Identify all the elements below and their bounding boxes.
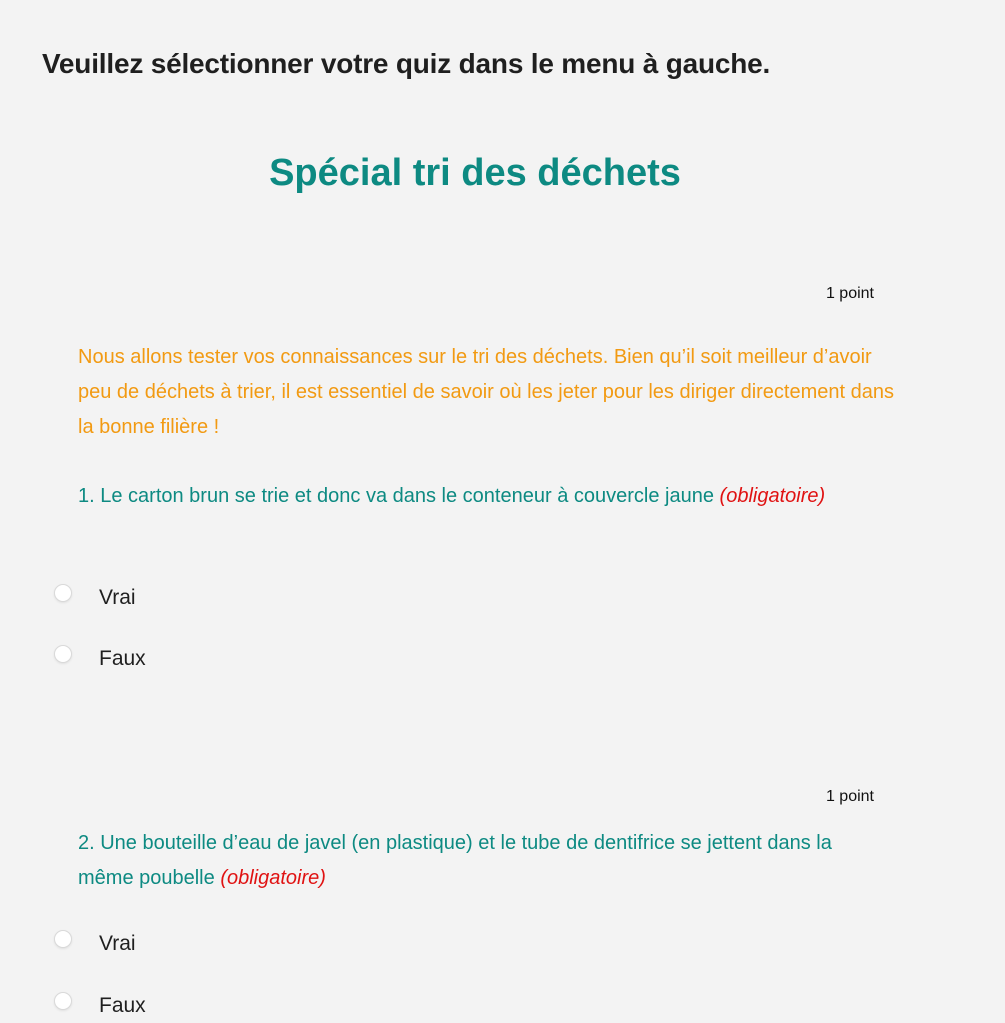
question-2-text (78, 826, 878, 896)
quiz-title: Spécial tri des déchets (269, 152, 681, 194)
question-2-option-faux[interactable] (54, 992, 146, 1020)
radio-button[interactable] (54, 584, 72, 602)
quiz-intro: Nous allons tester vos connaissances sur le tri des déchets. Bien qu’il soit meilleur d’avoir peu de déchets à trier, il est essentiel de savoir où les jeter pour les diriger directement dans la bonne filière ! (78, 346, 894, 438)
radio-button[interactable] (54, 930, 72, 948)
question-2-required: (obligatoire) (220, 867, 326, 889)
question-1-option-faux[interactable] (54, 645, 146, 673)
question-1-required: (obligatoire) (719, 485, 826, 507)
radio-button[interactable] (54, 645, 72, 663)
page-instruction: Veuillez sélectionner votre quiz dans le menu à gauche. (42, 48, 771, 79)
question-1-points: 1 point (825, 285, 874, 302)
option-label: Vrai (99, 586, 136, 609)
radio-button[interactable] (54, 992, 72, 1010)
option-label: Faux (99, 647, 146, 670)
question-1-option-vrai[interactable] (54, 584, 136, 612)
option-label: Faux (99, 994, 146, 1017)
question-2-label: 2. Une bouteille d’eau de javel (en plastique) et le tube de dentifrice se jettent dans la même poubelle (78, 832, 832, 889)
question-1-text (78, 479, 878, 514)
option-label: Vrai (99, 932, 136, 955)
question-2-points: 1 point (825, 788, 874, 805)
question-1-label: 1. Le carton brun se trie et donc va dans le conteneur à couvercle jaune (78, 485, 714, 507)
question-2-option-vrai[interactable] (54, 930, 136, 958)
